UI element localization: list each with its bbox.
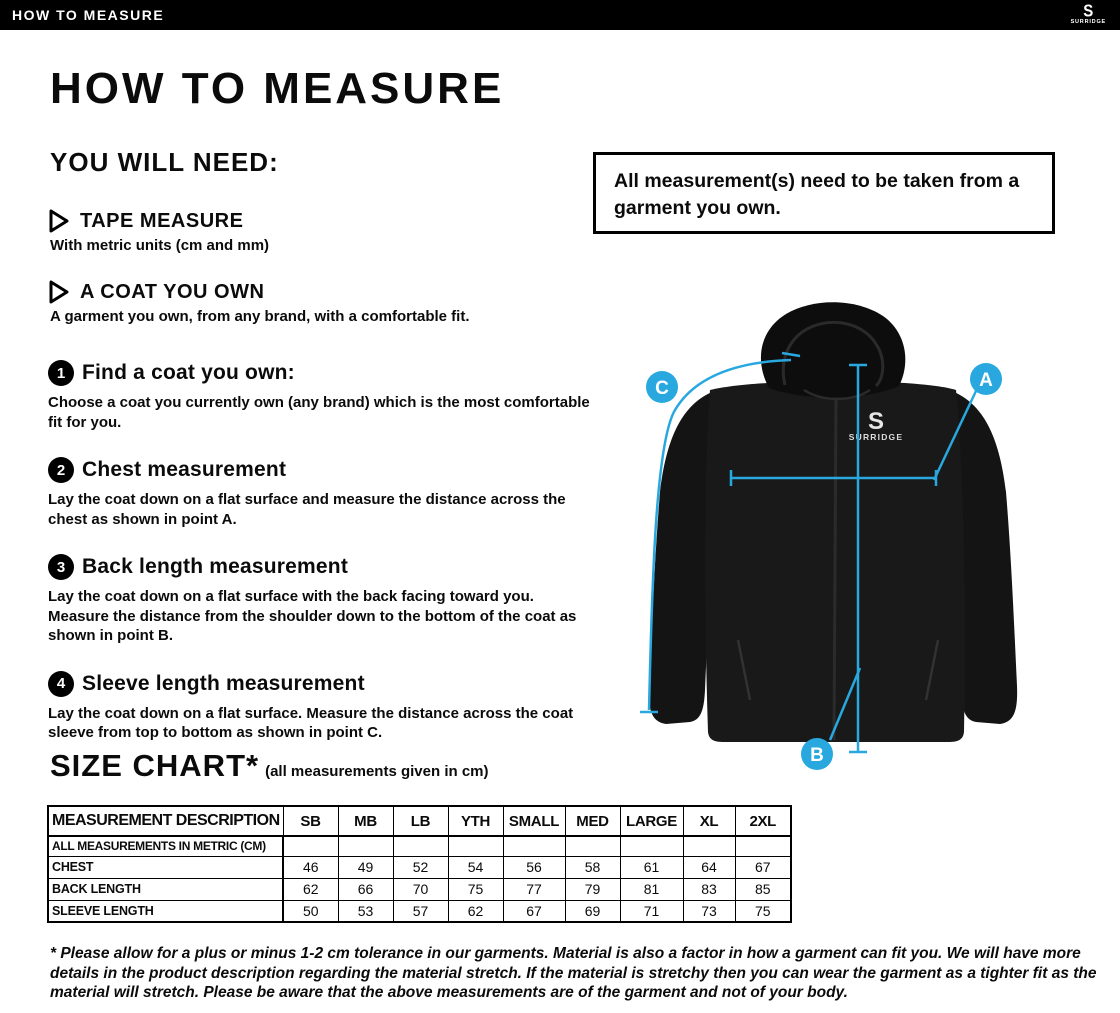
cell-value: 79 xyxy=(565,878,620,900)
jacket-measurement-diagram xyxy=(608,290,1118,790)
column-header: XL xyxy=(683,806,735,836)
cell-value: 61 xyxy=(620,856,683,878)
step-number-badge: 4 xyxy=(48,671,74,697)
you-will-need-heading: YOU WILL NEED: xyxy=(50,147,279,177)
tolerance-footnote: * Please allow for a plus or minus 1-2 cm tolerance in our garments. Material is also a factor in how a garment can fit you. We will have more details in the product description regarding the material stretch. If the material is stretchy then you can wear the garment as a tighter fit as the material will stretch. Please be aware that the above measurements are of the garment and not of your body. xyxy=(50,945,1097,1001)
surridge-logo xyxy=(1070,1,1108,26)
column-header: SMALL xyxy=(503,806,565,836)
step-back-length-measurement xyxy=(48,554,593,646)
cell-value: 56 xyxy=(503,856,565,878)
size-chart-title: SIZE CHART* xyxy=(50,748,260,783)
step-description: Lay the coat down on a flat surface and measure the distance across the chest as shown in point A. xyxy=(48,491,566,528)
cell-value: 49 xyxy=(338,856,393,878)
step-description: Lay the coat down on a flat surface. Measure the distance across the coat sleeve from top to bottom as shown in point C. xyxy=(48,704,574,741)
step-title: Find a coat you own: xyxy=(82,361,295,384)
column-header: 2XL xyxy=(735,806,791,836)
measurement-note: All measurement(s) need to be taken from a garment you own. xyxy=(593,152,1055,234)
size-chart-header-row xyxy=(48,806,791,836)
play-triangle-icon xyxy=(48,280,70,304)
surridge-wordmark: SURRIDGE xyxy=(1070,19,1106,26)
jacket-chest-logo-s: S xyxy=(867,408,885,435)
cell-value: 64 xyxy=(683,856,735,878)
cell-value: 67 xyxy=(503,900,565,922)
cell-value: 52 xyxy=(393,856,448,878)
column-header: SB xyxy=(283,806,338,836)
page-title: HOW TO MEASURE xyxy=(50,64,505,113)
cell-value: 71 xyxy=(620,900,683,922)
step-title: Sleeve length measurement xyxy=(82,671,365,695)
step-chest-measurement xyxy=(48,457,593,529)
size-chart-table xyxy=(47,805,792,923)
cell-value: 85 xyxy=(735,878,791,900)
cell-value: 58 xyxy=(565,856,620,878)
point-c-label: C xyxy=(655,378,669,399)
column-header: LB xyxy=(393,806,448,836)
step-description: Choose a coat you currently own (any brand) which is the most comfortable fit for you. xyxy=(48,394,590,431)
row-label: SLEEVE LENGTH xyxy=(48,900,283,922)
step-title: Chest measurement xyxy=(82,458,287,481)
cell-value: 66 xyxy=(338,878,393,900)
steps-list xyxy=(48,360,593,768)
surridge-s-icon: S xyxy=(1083,1,1094,22)
cell-value: 53 xyxy=(338,900,393,922)
cell-value: 77 xyxy=(503,878,565,900)
cell-value: 57 xyxy=(393,900,448,922)
unit-row xyxy=(48,836,791,856)
unit-row-label: ALL MEASUREMENTS IN METRIC (CM) xyxy=(48,836,283,856)
cell-value: 67 xyxy=(735,856,791,878)
column-header: MB xyxy=(338,806,393,836)
need-item-tape-measure xyxy=(48,209,588,254)
need-item-label: A COAT YOU OWN xyxy=(80,280,265,303)
column-header: MED xyxy=(565,806,620,836)
play-triangle-icon xyxy=(48,209,70,233)
need-item-coat xyxy=(48,280,588,325)
need-item-description: A garment you own, from any brand, with a comfortable fit. xyxy=(50,308,470,325)
jacket-hood xyxy=(761,302,905,397)
jacket-chest-logo-wordmark: SURRIDGE xyxy=(848,432,904,442)
cell-value: 83 xyxy=(683,878,735,900)
cell-value: 69 xyxy=(565,900,620,922)
step-sleeve-length-measurement xyxy=(48,671,593,743)
point-b-label: B xyxy=(810,745,824,766)
step-find-a-coat xyxy=(48,360,593,432)
cell-value: 62 xyxy=(448,900,503,922)
row-label: CHEST xyxy=(48,856,283,878)
cell-value: 70 xyxy=(393,878,448,900)
column-header: LARGE xyxy=(620,806,683,836)
top-bar-title: HOW TO MEASURE xyxy=(12,7,165,23)
cell-value: 50 xyxy=(283,900,338,922)
cell-value: 81 xyxy=(620,878,683,900)
point-a-label: A xyxy=(979,370,993,391)
row-label: BACK LENGTH xyxy=(48,878,283,900)
table-row-back-length xyxy=(48,878,791,900)
step-number-badge: 1 xyxy=(48,360,74,386)
jacket-illustration xyxy=(608,290,1118,790)
table-row-chest xyxy=(48,856,791,878)
step-title: Back length measurement xyxy=(82,555,349,578)
top-bar xyxy=(0,0,1120,30)
need-item-description: With metric units (cm and mm) xyxy=(50,237,270,254)
cell-value: 62 xyxy=(283,878,338,900)
size-chart-heading xyxy=(50,748,489,784)
cell-value: 54 xyxy=(448,856,503,878)
cell-value: 46 xyxy=(283,856,338,878)
step-number-badge: 2 xyxy=(48,457,74,483)
table-row-sleeve-length xyxy=(48,900,791,922)
cell-value: 75 xyxy=(735,900,791,922)
need-item-label: TAPE MEASURE xyxy=(80,209,244,232)
cell-value: 73 xyxy=(683,900,735,922)
step-description: Lay the coat down on a flat surface with the back facing toward you. Measure the distance from the shoulder down to the bottom of the coat as shown in point B. xyxy=(48,588,577,644)
step-number-badge: 3 xyxy=(48,554,74,580)
column-header: YTH xyxy=(448,806,503,836)
column-header: MEASUREMENT DESCRIPTION xyxy=(48,806,283,836)
cell-value: 75 xyxy=(448,878,503,900)
size-chart-subtitle: (all measurements given in cm) xyxy=(265,763,489,780)
